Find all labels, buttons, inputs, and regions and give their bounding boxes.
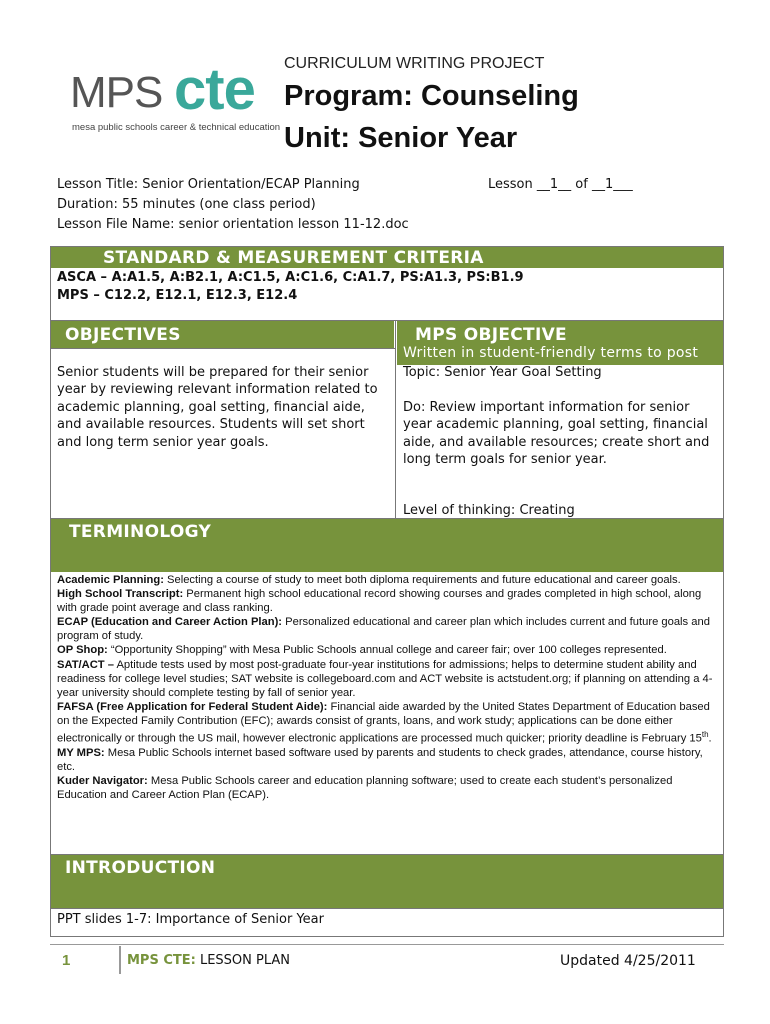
term-name: Academic Planning: bbox=[57, 574, 164, 586]
term-name: MY MPS: bbox=[57, 746, 105, 759]
term-definition: Aptitude tests used by most post-graduate four-year institutions for admissions; helps to determine student ability and readiness for college level studies; SAT website is collegeboard.com and ACT website is actstudent.org; if planning on attending a 4-year university should complete testing by fall of senior year. bbox=[57, 658, 713, 699]
mps-objective-topic: Topic: Senior Year Goal Setting bbox=[403, 365, 602, 380]
program-title: Program: Counseling bbox=[284, 80, 579, 112]
term-definition: Mesa Public Schools career and education planning software; used to create each student’s personalized Education and Career Action Plan (ECAP). bbox=[57, 775, 673, 802]
footer-label bbox=[127, 953, 290, 968]
terminology-list bbox=[57, 573, 721, 802]
lesson-title: Lesson Title: Senior Orientation/ECAP Planning bbox=[57, 177, 360, 192]
term-superscript: th bbox=[701, 730, 709, 740]
term-name: High School Transcript: bbox=[57, 588, 184, 601]
project-title: CURRICULUM WRITING PROJECT bbox=[284, 55, 545, 72]
standards-heading: STANDARD & MEASUREMENT CRITERIA bbox=[103, 248, 484, 268]
term-name: SAT/ACT – bbox=[57, 658, 114, 671]
logo-mps-text: MPS bbox=[70, 68, 163, 117]
term-item bbox=[57, 615, 721, 643]
term-definition: Personalized educational and career plan which includes current and future goals and program of study. bbox=[57, 616, 710, 643]
mps-standards: MPS – C12.2, E12.1, E12.3, E12.4 bbox=[57, 288, 298, 303]
introduction-text: PPT slides 1-7: Importance of Senior Year bbox=[57, 912, 324, 927]
term-item bbox=[57, 573, 721, 587]
term-definition: Selecting a course of study to meet both diploma requirements and future educational and career goals. bbox=[163, 574, 681, 586]
mps-cte-logo bbox=[70, 57, 281, 140]
term-definition: Permanent high school educational record showing courses and grades completed in high school, along with grade point average and class ranking. bbox=[57, 588, 702, 615]
divider bbox=[51, 908, 723, 909]
objectives-band bbox=[51, 321, 394, 348]
term-definition: Mesa Public Schools internet based software used by parents and students to check grades, attendance, course history, etc. bbox=[57, 746, 703, 773]
footer-label-text: LESSON PLAN bbox=[195, 953, 291, 968]
term-definition-tail: . bbox=[708, 732, 712, 745]
unit-title: Unit: Senior Year bbox=[284, 122, 518, 154]
logo-cte-text: cte bbox=[174, 57, 255, 122]
term-item bbox=[57, 658, 721, 700]
objectives-text: Senior students will be prepared for their senior year by reviewing relevant information related to academic planning, goal setting, financial aide, and available resources. Students will set short and long term senior year goals. bbox=[57, 365, 378, 450]
term-item bbox=[57, 643, 721, 657]
lesson-plan-table bbox=[50, 246, 724, 937]
term-item bbox=[57, 774, 721, 802]
term-item bbox=[57, 587, 721, 615]
introduction-heading: INTRODUCTION bbox=[65, 858, 216, 878]
mps-objective-band bbox=[397, 321, 723, 365]
term-name: FAFSA (Free Application for Federal Student Aide): bbox=[57, 700, 328, 713]
term-name: OP Shop: bbox=[57, 644, 108, 657]
asca-standards: ASCA – A:A1.5, A:B2.1, A:C1.5, A:C1.6, C:A1.7, PS:A1.3, PS:B1.9 bbox=[57, 270, 524, 285]
term-definition: “Opportunity Shopping” with Mesa Public Schools annual college and career fair; over 100 colleges represented. bbox=[107, 644, 667, 657]
standards-band bbox=[51, 247, 723, 268]
logo-tagline: mesa public schools career & technical education bbox=[72, 122, 281, 133]
page-number: 1 bbox=[62, 952, 71, 969]
footer-brand: MPS CTE: bbox=[127, 953, 196, 968]
lesson-number: Lesson __1__ of __1___ bbox=[488, 177, 633, 192]
term-item bbox=[57, 746, 721, 774]
term-name: Kuder Navigator: bbox=[57, 775, 148, 788]
term-item bbox=[57, 700, 721, 746]
lesson-duration: Duration: 55 minutes (one class period) bbox=[57, 197, 316, 212]
objectives-heading: OBJECTIVES bbox=[65, 325, 181, 345]
term-name: ECAP (Education and Career Action Plan): bbox=[57, 616, 283, 629]
terminology-band bbox=[51, 519, 723, 572]
terminology-heading: TERMINOLOGY bbox=[69, 522, 212, 542]
mps-objective-heading: MPS OBJECTIVE bbox=[415, 325, 567, 345]
introduction-band bbox=[51, 855, 723, 908]
term-definition: Financial aide awarded by the United States Department of Education based on the Expected Family Contribution (EFC); awards consist of grants, loans, and work study; applications can be done either electronically or through the US mail, however electronic applications are processed much quicker; priority deadline is February 15 bbox=[57, 700, 710, 745]
mps-objective-level: Level of thinking: Creating bbox=[403, 503, 575, 518]
mps-objective-subheading: Written in student-friendly terms to post bbox=[403, 345, 699, 361]
mps-objective-do: Do: Review important information for senior year academic planning, goal setting, financial aide, and available resources; create short and long term goals for senior year. bbox=[403, 400, 710, 468]
column-divider bbox=[395, 321, 396, 519]
lesson-file-name: Lesson File Name: senior orientation lesson 11-12.doc bbox=[57, 217, 409, 232]
footer-rule bbox=[50, 944, 724, 945]
divider bbox=[51, 348, 395, 349]
footer-updated: Updated 4/25/2011 bbox=[560, 953, 696, 969]
footer-separator bbox=[119, 946, 121, 974]
